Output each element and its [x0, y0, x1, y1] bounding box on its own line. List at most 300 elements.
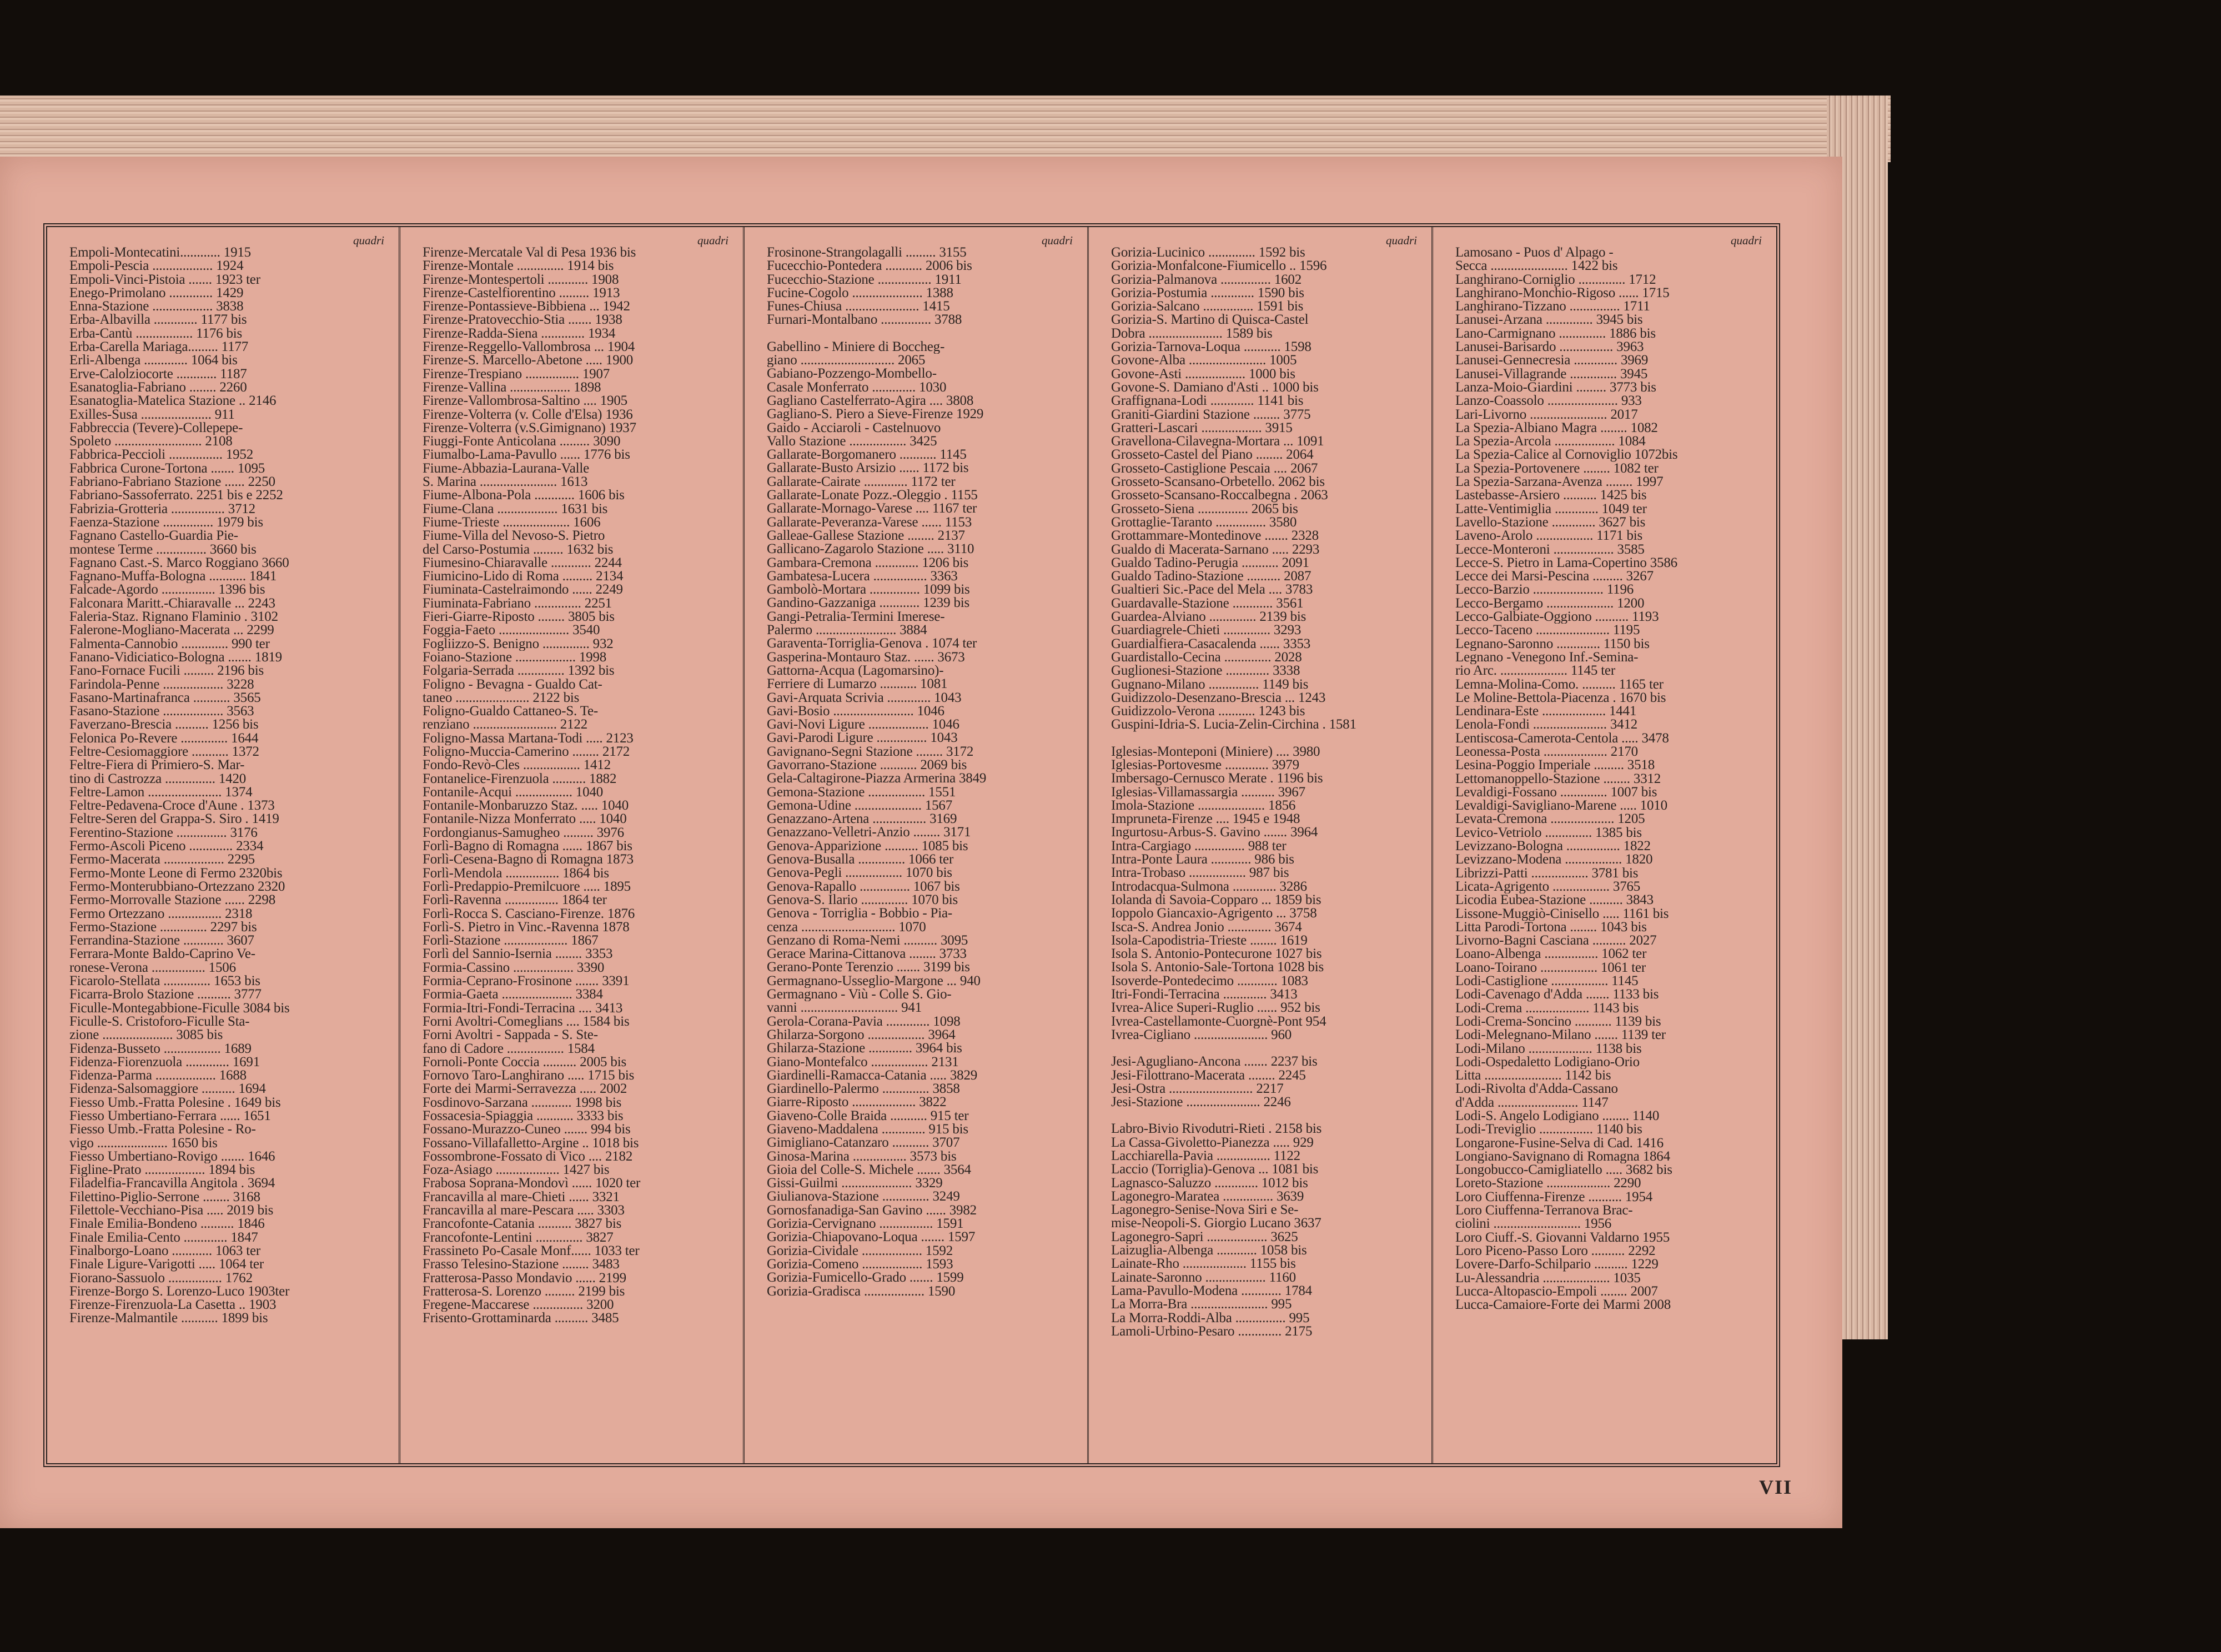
- index-entry: Fiesso Umb.-Fratta Polesine - Ro-: [69, 1123, 256, 1137]
- index-entry: Guidizzolo-Verona ........... 1243 bis: [1111, 705, 1305, 719]
- column-header: quadri: [353, 234, 384, 247]
- index-entry: Lodi-S. Angelo Lodigiano ........ 1140: [1455, 1109, 1660, 1123]
- index-entry: Fucine-Cogolo ..................... 1388: [767, 286, 953, 300]
- index-entry: Giaveno-Colle Braida ........... 915 ter: [767, 1109, 969, 1123]
- index-entry: Guardavalle-Stazione ............ 3561: [1111, 596, 1304, 611]
- index-entry: Fiuminata-Castelraimondo ...... 2249: [423, 583, 623, 597]
- index-entry: Fidenza-Busseto ................. 1689: [69, 1042, 252, 1056]
- index-entry: Fanano-Vidiciatico-Bologna ....... 1819: [69, 650, 282, 665]
- section-gap: [1111, 732, 1424, 745]
- index-entry: montese Terme ............... 3660 bis: [69, 543, 257, 556]
- index-entry: Filettole-Vecchiano-Pisa ..... 2019 bis: [69, 1204, 274, 1218]
- index-entry: Fontanelice-Firenzuola .......... 1882: [423, 772, 617, 786]
- index-entry: Gabiano-Pozzengo-Mombello-: [767, 367, 937, 381]
- page-number: VII: [1759, 1476, 1793, 1498]
- index-entry: Fucecchio-Pontedera ........... 2006 bis: [767, 259, 972, 273]
- index-entry: Firenze-Vallombrosa-Saltino .... 1905: [423, 394, 627, 408]
- index-entry: Lissone-Muggiò-Cinisello ..... 1161 bis: [1455, 907, 1669, 921]
- column-header: quadri: [1730, 234, 1762, 247]
- index-entry: Lecce dei Marsi-Pescina ......... 3267: [1455, 570, 1654, 584]
- index-entry: Loro Ciuff.-S. Giovanni Valdarno 1955: [1455, 1231, 1670, 1244]
- index-entry: Longobucco-Camigliatello ..... 3682 bis: [1455, 1163, 1672, 1177]
- index-column-2: [400, 227, 745, 1463]
- index-entry: Librizzi-Patti ................. 3781 bis: [1455, 866, 1639, 880]
- index-entry: Fosdinovo-Sarzana ............ 1998 bis: [423, 1096, 622, 1109]
- index-entry: Loro Piceno-Passo Loro .......... 2292: [1455, 1244, 1656, 1258]
- index-entry: Firenze-Mercatale Val di Pesa 1936 bis: [423, 246, 636, 260]
- index-entry: Faleria-Staz. Rignano Flaminio . 3102: [69, 610, 278, 624]
- index-entry: Fidenza-Fiorenzuola ............. 1691: [69, 1055, 260, 1069]
- index-entry: Francavilla al mare-Chieti ...... 3321: [423, 1190, 620, 1204]
- index-entry: Fermo-Monte Leone di Fermo 2320bis: [69, 866, 283, 880]
- index-entry: Jesi-Agugliano-Ancona ....... 2237 bis: [1111, 1055, 1318, 1069]
- index-entry: Govone-Alba ....................... 1005: [1111, 354, 1297, 368]
- index-entry: Legnano-Saronno ............. 1150 bis: [1455, 637, 1650, 651]
- index-entry: Palermo ........................ 3884: [767, 624, 927, 637]
- index-entry: d'Adda ........................ 1147: [1455, 1096, 1609, 1109]
- index-entry: Francofonte-Lentini .............. 3827: [423, 1231, 614, 1244]
- index-entry: Grosseto-Castel del Piano ........ 2064: [1111, 448, 1314, 462]
- index-entry: Gabellino - Miniere di Boccheg-: [767, 340, 945, 354]
- index-entry: Finale Emilia-Bondeno .......... 1846: [69, 1217, 265, 1231]
- page-edge-stack: [0, 96, 1891, 162]
- index-entry: Ficarolo-Stellata .............. 1653 bis: [69, 975, 260, 988]
- index-entry: Lainate-Rho ................... 1155 bis: [1111, 1257, 1296, 1271]
- index-entry: Gratteri-Lascari .................. 3915: [1111, 421, 1293, 435]
- index-entry: Guardialfiera-Casacalenda ...... 3353: [1111, 637, 1311, 651]
- index-entry: Gallarate-Mornago-Varese .... 1167 ter: [767, 502, 977, 516]
- column-header: quadri: [1041, 234, 1073, 247]
- index-entry: Fermo-Macerata .................. 2295: [69, 853, 255, 867]
- index-entry: Giaveno-Maddalena ............. 915 bis: [767, 1123, 968, 1137]
- index-entry: Forlì-Ravenna ................ 1864 ter: [423, 893, 607, 907]
- index-entry: Fermo Ortezzano ................ 2318: [69, 907, 253, 921]
- index-entry: Loreto-Stazione ................... 2290: [1455, 1177, 1641, 1191]
- index-entry: Lemna-Molina-Como. .......... 1165 ter: [1455, 677, 1664, 691]
- index-entry: Gavi-Arquata Scrivia ............. 1043: [767, 691, 962, 705]
- index-entry: Farindola-Penne .................. 3228: [69, 677, 254, 691]
- index-entry: Gualdo Tadino-Perugia ........... 2091: [1111, 556, 1309, 570]
- index-entry: Loano-Albenga ................ 1062 ter: [1455, 947, 1647, 961]
- index-entry: Lama-Pavullo-Modena ............ 1784: [1111, 1284, 1312, 1298]
- index-entry: Firenze-Trespiano ................ 1907: [423, 367, 610, 381]
- index-entry: Gugnano-Milano ............... 1149 bis: [1111, 677, 1309, 691]
- index-entry: Firenze-Volterra (v. Colle d'Elsa) 1936: [423, 408, 633, 421]
- index-entry: Guspini-Idria-S. Lucia-Zelin-Circhina . 1581: [1111, 718, 1356, 732]
- index-entry: Giardinello-Palermo .............. 3858: [767, 1082, 960, 1096]
- index-entry: Forni Avoltri - Sappada - S. Ste-: [423, 1028, 598, 1042]
- index-entry: Impruneta-Firenze .... 1945 e 1948: [1111, 812, 1300, 826]
- index-entry: Ioppolo Giancaxio-Agrigento ... 3758: [1111, 907, 1317, 921]
- index-entry: Fiume-Trieste .................... 1606: [423, 515, 601, 530]
- index-entry: Litta ....................... 1142 bis: [1455, 1069, 1611, 1083]
- index-entry: Lagonegro-Senise-Nova Siri e Se-: [1111, 1203, 1299, 1217]
- index-entry: La Morra-Roddi-Alba ............... 995: [1111, 1311, 1310, 1325]
- index-entry: Firenze-Montale .............. 1914 bis: [423, 259, 614, 273]
- index-entry: Lavello-Stazione ............. 3627 bis: [1455, 515, 1646, 530]
- index-entry: Fabbrica-Peccioli ................ 1952: [69, 448, 254, 462]
- index-entry: Formia-Gaeta ..................... 3384: [423, 988, 603, 1002]
- index-entry: Gallicano-Zagarolo Stazione ..... 3110: [767, 543, 974, 556]
- index-entry: Lodi-Crema-Soncino ........... 1139 bis: [1455, 1015, 1661, 1029]
- index-entry: Fidenza-Parma .................. 1688: [69, 1069, 247, 1083]
- index-entry: Loano-Toirano ................. 1061 ter: [1455, 961, 1646, 975]
- index-entry: Gangi-Petralia-Termini Imerese-: [767, 610, 945, 624]
- index-entry: Lainate-Saronno .................. 1160: [1111, 1271, 1296, 1284]
- index-entry: Lenola-Fondi ...................... 3412: [1455, 718, 1638, 732]
- index-entry: Lodi-Melegnano-Milano ....... 1139 ter: [1455, 1028, 1666, 1042]
- index-entry: Gissi-Guilmi ..................... 3329: [767, 1177, 943, 1191]
- index-entry: Lanusei-Barisardo ................ 3963: [1455, 340, 1644, 354]
- index-entry: Fabriano-Sassoferrato. 2251 bis e 2252: [69, 489, 283, 503]
- index-entry: Fontanile-Nizza Monferrato ..... 1040: [423, 812, 627, 826]
- index-entry: Iglesias-Villamassargia .......... 3967: [1111, 785, 1305, 799]
- index-entry: Gerace Marina-Cittanova ........ 3733: [767, 947, 967, 961]
- index-entry: Fagnano-Muffa-Bologna ........... 1841: [69, 570, 277, 584]
- index-entry: Gorizia-S. Martino di Quisca-Castel: [1111, 313, 1309, 327]
- index-entry: Govone-S. Damiano d'Asti .. 1000 bis: [1111, 380, 1319, 395]
- index-entry: Forni Avoltri-Comeglians .... 1584 bis: [423, 1015, 630, 1029]
- index-entry: Filadelfia-Francavilla Angitola . 3694: [69, 1177, 275, 1191]
- index-entry: Gallarate-Cairate ............. 1172 ter: [767, 475, 956, 489]
- index-entry: Fornovo Taro-Langhirano ..... 1715 bis: [423, 1069, 635, 1083]
- index-entry: Gasperina-Montauro Staz. ...... 3673: [767, 650, 965, 664]
- index-entry: Latte-Ventimiglia ............. 1049 ter: [1455, 502, 1647, 516]
- index-entry: Lecco-Galbiate-Oggiono .......... 1193: [1455, 610, 1659, 624]
- index-entry: Fiumalbo-Lama-Pavullo ...... 1776 bis: [423, 448, 630, 462]
- index-entry: Funes-Chiusa ...................... 1415: [767, 300, 950, 314]
- index-entry: Fratterosa-Passo Mondavio ...... 2199: [423, 1271, 626, 1285]
- index-entry: Intra-Cargiago ............... 988 ter: [1111, 839, 1287, 853]
- index-entry: Forlì-Predappio-Premilcuore ..... 1895: [423, 880, 631, 894]
- index-entry: Lecce-S. Pietro in Lama-Copertino 3586: [1455, 556, 1677, 570]
- index-entry: Lari-Livorno ....................... 2017: [1455, 408, 1638, 421]
- index-entry: Gemona-Udine .................... 1567: [767, 799, 953, 813]
- index-entry: Lodi-Rivolta d'Adda-Cassano: [1455, 1082, 1618, 1096]
- index-entry: Gavignano-Segni Stazione ........ 3172: [767, 745, 974, 759]
- index-entry: Lentiscosa-Camerota-Centola ..... 3478: [1455, 731, 1669, 745]
- index-entry: Erba-Cantù ................. 1176 bis: [69, 327, 243, 341]
- index-entry: Secca ....................... 1422 bis: [1455, 259, 1618, 273]
- index-entry: Gravellona-Cilavegna-Mortara ... 1091: [1111, 435, 1324, 449]
- index-entry: Gorizia-Palmanova ............... 1602: [1111, 273, 1302, 287]
- index-entry: Gela-Caltagirone-Piazza Armerina 3849: [767, 772, 987, 786]
- index-entry: Graffignana-Lodi ............. 1141 bis: [1111, 394, 1304, 408]
- index-entry: Lecco-Taceno ...................... 1195: [1455, 624, 1640, 637]
- index-entry: Isca-S. Andrea Jonio ............. 3674: [1111, 920, 1302, 934]
- index-entry: Gavi-Novi Ligure .................. 1046: [767, 718, 959, 732]
- index-entry: Genova-Apparizione .......... 1085 bis: [767, 839, 968, 853]
- index-entry: Iglesias-Monteponi (Miniere) .... 3980: [1111, 745, 1320, 759]
- index-column-1: [47, 227, 400, 1463]
- index-entry: Figline-Prato .................. 1894 bis: [69, 1163, 255, 1177]
- index-entry: Falmenta-Cannobio .............. 990 ter: [69, 637, 270, 651]
- index-entry: vigo ..................... 1650 bis: [69, 1136, 218, 1150]
- index-entry: La Spezia-Albiano Magra ........ 1082: [1455, 421, 1658, 435]
- index-entry: Lecco-Bergamo .................... 1200: [1455, 596, 1645, 611]
- index-entry: vanni ............................. 941: [767, 1001, 922, 1015]
- index-entry: Fieri-Giarre-Riposto ........ 3805 bis: [423, 610, 615, 624]
- index-entry: Enna-Stazione .................. 3838: [69, 300, 244, 314]
- index-entry: Lanusei-Gennecresia ............. 3969: [1455, 354, 1649, 368]
- index-entry: Isola S. Antonio-Pontecurone 1027 bis: [1111, 947, 1322, 961]
- index-entry: Lanusei-Villagrande .............. 3945: [1455, 367, 1648, 381]
- index-entry: Lucca-Camaiore-Forte dei Marmi 2008: [1455, 1298, 1671, 1312]
- index-entry: Fordongianus-Samugheo ......... 3976: [423, 826, 624, 840]
- index-entry: Levaldigi-Fossano .............. 1007 bis: [1455, 785, 1657, 800]
- index-entry: Forlì del Sannio-Isernia ........ 3353: [423, 947, 613, 961]
- index-entry: Forlì-Stazione ................... 1867: [423, 934, 599, 948]
- index-entry: Lano-Carmignano .............. 1886 bis: [1455, 327, 1656, 341]
- index-entry: Gallarate-Lonate Pozz.-Oleggio . 1155: [767, 489, 978, 503]
- index-entry: Fabbreccia (Tevere)-Collepepe-: [69, 421, 243, 435]
- index-entry: La Spezia-Sarzana-Avenza ........ 1997: [1455, 475, 1664, 489]
- index-entry: Fogliizzo-S. Benigno .............. 932: [423, 637, 614, 651]
- index-entry: Guglionesi-Stazione ............. 3338: [1111, 664, 1300, 678]
- index-entry: Forlì-Mendola ................ 1864 bis: [423, 866, 609, 880]
- index-entry: Lagonegro-Sapri .................. 3625: [1111, 1230, 1298, 1244]
- index-entry: Gimigliano-Catanzaro ........... 3707: [767, 1136, 960, 1150]
- index-entry: Gorizia-Salcano ............... 1591 bis: [1111, 300, 1304, 314]
- index-entry: Gorizia-Chiapovano-Loqua ....... 1597: [767, 1231, 976, 1244]
- index-entry: Fregene-Maccarese ............... 3200: [423, 1298, 614, 1312]
- section-gap: [1111, 1109, 1424, 1122]
- index-entry: La Morra-Bra ....................... 995: [1111, 1298, 1292, 1312]
- index-entry: Francavilla al mare-Pescara ..... 3303: [423, 1204, 625, 1218]
- index-entry: Gavorrano-Stazione ........... 2069 bis: [767, 758, 967, 772]
- index-entry: Gorizia-Cividale .................. 1592: [767, 1244, 953, 1258]
- index-entry: Fasano-Martinafranca ........... 3565: [69, 691, 261, 705]
- index-entry: Ivrea-Alice Superi-Ruglio ...... 952 bis: [1111, 1001, 1320, 1015]
- index-entry: Formia-Itri-Fondi-Terracina .... 3413: [423, 1001, 623, 1015]
- index-entry: taneo ...................... 2122 bis: [423, 691, 580, 705]
- index-entry: Gorizia-Gradisca .................. 1590: [767, 1284, 956, 1298]
- index-entry: Gambolò-Mortara ............... 1099 bis: [767, 583, 970, 597]
- index-entry: Fiume-Clana .................. 1631 bis: [423, 502, 608, 516]
- index-entry: Foligno-Muccia-Camerino ........ 2172: [423, 745, 630, 759]
- index-entry: Levata-Cremona ................... 1205: [1455, 812, 1645, 826]
- index-entry: Germagnano - Viù - Colle S. Gio-: [767, 988, 952, 1002]
- index-entry: Longiano-Savignano di Romagna 1864: [1455, 1149, 1670, 1164]
- index-entry: Feltre-Cesiomaggiore ........... 1372: [69, 745, 259, 759]
- index-entry: Foiano-Stazione .................. 1998: [423, 650, 607, 665]
- index-entry: Levizzano-Bologna ................ 1822: [1455, 840, 1651, 853]
- index-entry: Govone-Asti .................. 1000 bis: [1111, 367, 1295, 381]
- index-entry: Gavi-Parodi Ligure ............... 1043: [767, 731, 958, 745]
- index-entry: Gemona-Stazione ................. 1551: [767, 785, 956, 799]
- index-entry: Frisento-Grottaminarda .......... 3485: [423, 1312, 619, 1325]
- index-entry: Imola-Stazione .................... 1856: [1111, 799, 1296, 813]
- index-entry: Gallarate-Peveranza-Varese ...... 1153: [767, 515, 972, 529]
- index-entry: Firenze-Reggello-Vallombrosa ... 1904: [423, 340, 635, 354]
- index-entry: Lanusei-Arzana .............. 3945 bis: [1455, 313, 1643, 327]
- index-entry: Gorizia-Lucinico .............. 1592 bis: [1111, 246, 1305, 260]
- index-entry: Erve-Calolziocorte ............ 1187: [69, 367, 247, 381]
- index-entry: Fossano-Murazzo-Cuneo ....... 994 bis: [423, 1123, 631, 1137]
- index-entry: Lamoli-Urbino-Pesaro ............. 2175: [1111, 1324, 1313, 1339]
- index-entry: Ferriere di Lumarzo ........... 1081: [767, 677, 948, 691]
- index-entry: Empoli-Vinci-Pistoia ....... 1923 ter: [69, 273, 260, 287]
- index-entry: Fano-Fornace Fucili ......... 2196 bis: [69, 664, 264, 678]
- index-entry: Enego-Primolano ............. 1429: [69, 286, 244, 300]
- index-entry: Gioia del Colle-S. Michele ....... 3564: [767, 1163, 971, 1177]
- index-entry: fano di Cadore ................. 1584: [423, 1042, 595, 1056]
- index-entry: Loro Ciuffenna-Terranova Brac-: [1455, 1204, 1633, 1218]
- index-entry: del Carso-Postumia ......... 1632 bis: [423, 543, 614, 556]
- index-entry: Fiuggi-Fonte Anticolana ......... 3090: [423, 435, 621, 449]
- index-entry: Erli-Albenga ............. 1064 bis: [69, 354, 238, 368]
- index-entry: Lucca-Altopascio-Empoli ........ 2007: [1455, 1284, 1658, 1299]
- index-entry: Gagliano Castelferrato-Agira .... 3808: [767, 394, 974, 408]
- index-entry: Genova-Pegli ................. 1070 bis: [767, 866, 952, 880]
- index-entry: Guardistallo-Cecina .............. 2028: [1111, 650, 1302, 665]
- index-entry: Grottammare-Montedinove ....... 2328: [1111, 529, 1319, 543]
- index-entry: mise-Neopoli-S. Giorgio Lucano 3637: [1111, 1217, 1321, 1231]
- index-entry: Gualdo di Macerata-Sarnano ..... 2293: [1111, 543, 1320, 556]
- index-entry: Lettomanoppello-Stazione ........ 3312: [1455, 772, 1661, 786]
- index-entry: Gattorna-Acqua (Lagomarsino)-: [767, 664, 944, 678]
- index-entry: Giulianova-Stazione .............. 3249: [767, 1190, 960, 1204]
- index-entry: Foligno-Massa Martana-Todi ..... 2123: [423, 731, 634, 745]
- index-entry: Lecco-Barzio ..................... 1196: [1455, 583, 1634, 597]
- index-entry: Ingurtosu-Arbus-S. Gavino ....... 3964: [1111, 826, 1318, 840]
- index-entry: Gandino-Gazzaniga ............ 1239 bis: [767, 596, 970, 610]
- index-entry: Fossombrone-Fossato di Vico .... 2182: [423, 1149, 633, 1164]
- index-entry: cenza ............................ 1070: [767, 920, 926, 934]
- index-entry: Lacchiarella-Pavia ................ 1122: [1111, 1149, 1300, 1163]
- index-entry: Gaido - Acciaroli - Castelnuovo: [767, 421, 941, 435]
- index-entry: Lendinara-Este ................... 1441: [1455, 705, 1637, 719]
- index-entry: Lodi-Treviglio ................ 1140 bis: [1455, 1123, 1642, 1137]
- index-entry: Esanatoglia-Fabriano ........ 2260: [69, 380, 247, 395]
- index-column-3: [745, 227, 1089, 1463]
- index-entry: Falerone-Mogliano-Macerata ... 2299: [69, 624, 274, 637]
- index-entry: Jesi-Filottrano-Macerata ........ 2245: [1111, 1068, 1306, 1082]
- index-entry: Fabriano-Fabriano Stazione ...... 2250: [69, 475, 275, 489]
- index-entry: Forlì-Rocca S. Casciano-Firenze. 1876: [423, 907, 635, 921]
- index-entry: Guardea-Alviano .............. 2139 bis: [1111, 610, 1307, 624]
- index-entry: Fondo-Revò-Cles ................. 1412: [423, 759, 611, 772]
- index-entry: Labro-Bivio Rivodutri-Rieti . 2158 bis: [1111, 1122, 1322, 1136]
- index-entry: Levaldigi-Savigliano-Marene ..... 1010: [1455, 799, 1667, 813]
- section-gap: [1111, 1042, 1424, 1055]
- index-entry: Foza-Asiago ................... 1427 bis: [423, 1163, 610, 1177]
- index-entry: Jesi-Stazione ...................... 2246: [1111, 1096, 1291, 1109]
- index-entry: Forlì-S. Pietro in Vinc.-Ravenna 1878: [423, 920, 630, 935]
- index-entry: Gambatesa-Lucera ................ 3363: [767, 569, 958, 584]
- index-entry: Itri-Fondi-Terracina ............. 3413: [1111, 988, 1298, 1002]
- index-entry: Gorizia-Comeno .................. 1593: [767, 1257, 953, 1272]
- index-entry: Francofonte-Catania .......... 3827 bis: [423, 1217, 622, 1231]
- index-entry: Fidenza-Salsomaggiore .......... 1694: [69, 1082, 266, 1096]
- index-entry: Intra-Trobaso ................. 987 bis: [1111, 866, 1289, 880]
- index-entry: Guardiagrele-Chieti .............. 3293: [1111, 624, 1302, 637]
- index-entry: Lagonegro-Maratea ............... 3639: [1111, 1189, 1304, 1204]
- index-entry: Finale Ligure-Varigotti ..... 1064 ter: [69, 1258, 264, 1272]
- index-entry: Ferentino-Stazione ............... 3176: [69, 826, 258, 840]
- index-entry: La Spezia-Portovenere ........ 1082 ter: [1455, 461, 1659, 476]
- index-entry: Germagnano-Usseglio-Margone ... 940: [767, 974, 981, 988]
- index-entry: Firenze-Firenzuola-La Casetta .. 1903: [69, 1298, 277, 1312]
- column-header: quadri: [697, 234, 728, 247]
- index-entry: S. Marina ....................... 1613: [423, 475, 588, 489]
- index-entry: Erba-Carella Mariaga......... 1177: [69, 340, 249, 354]
- index-entry: Ginosa-Marina ................ 3573 bis: [767, 1149, 957, 1163]
- index-entry: Folgaria-Serrada .............. 1392 bis: [423, 664, 615, 678]
- index-entry: Gualtieri Sic.-Pace del Mela .... 3783: [1111, 583, 1313, 597]
- index-entry: Ivrea-Castellamonte-Cuorgnè-Pont 954: [1111, 1015, 1326, 1028]
- index-entry: La Spezia-Arcola .................. 1084: [1455, 435, 1646, 449]
- index-entry: Litta Parodi-Tortona ........ 1043 bis: [1455, 920, 1647, 935]
- index-entry: Lamosano - Puos d' Alpago -: [1455, 246, 1614, 260]
- index-entry: Firenze-Pratovecchio-Stia ....... 1938: [423, 313, 622, 327]
- index-entry: Fiorano-Sassuolo ................ 1762: [69, 1271, 253, 1285]
- index-entry: Finale Emilia-Cento ............. 1847: [69, 1231, 258, 1244]
- index-entry: Casale Monferrato ............. 1030: [767, 380, 947, 394]
- index-entry: Giardinelli-Ramacca-Catania ..... 3829: [767, 1068, 978, 1083]
- index-entry: Levico-Vetriolo .............. 1385 bis: [1455, 826, 1642, 840]
- index-entry: Empoli-Montecatini............ 1915: [69, 246, 251, 260]
- index-entry: ciolini .......................... 1956: [1455, 1217, 1612, 1231]
- index-entry: Gorizia-Monfalcone-Fiumicello .. 1596: [1111, 259, 1327, 273]
- index-entry: Fiume-Albona-Pola ............ 1606 bis: [423, 489, 625, 503]
- index-entry: Iglesias-Portovesme ............. 3979: [1111, 758, 1299, 772]
- index-entry: Lovere-Darfo-Schilpario .......... 1229: [1455, 1258, 1659, 1272]
- index-entry: Furnari-Montalbano ............... 3788: [767, 313, 962, 327]
- index-entry: Gerano-Ponte Terenzio ....... 3199 bis: [767, 961, 970, 975]
- index-entry: Fiesso Umbertiano-Ferrara ...... 1651: [69, 1109, 271, 1123]
- index-entry: La Cassa-Givoletto-Pianezza ..... 929: [1111, 1136, 1314, 1149]
- index-entry: Garaventa-Torriglia-Genova . 1074 ter: [767, 637, 977, 651]
- index-entry: Fiumesino-Chiaravalle ............ 2244: [423, 556, 622, 570]
- index-entry: Exilles-Susa ..................... 911: [69, 408, 235, 421]
- index-entry: Firenze-Borgo S. Lorenzo-Luco 1903ter: [69, 1284, 290, 1299]
- index-entry: Genova-Busalla .............. 1066 ter: [767, 853, 954, 867]
- index-entry: Firenze-Pontassieve-Bibbiena ... 1942: [423, 300, 630, 314]
- index-entry: Forlì-Cesena-Bagno di Romagna 1873: [423, 853, 634, 867]
- index-entry: Imbersago-Cernusco Merate . 1196 bis: [1111, 772, 1323, 786]
- index-entry: Firenze-Montespertoli ............ 1908: [423, 273, 619, 287]
- index-entry: Formia-Cassino .................. 3390: [423, 961, 605, 975]
- index-entry: Lanzo-Coassolo ..................... 933: [1455, 394, 1642, 408]
- index-entry: Genova - Torriglia - Bobbio - Pia-: [767, 907, 952, 921]
- index-entry: La Spezia-Calice al Cornoviglio 1072bis: [1455, 448, 1678, 462]
- index-entry: Spoleto .......................... 2108: [69, 435, 233, 449]
- index-entry: Lodi-Milano ................... 1138 bis: [1455, 1042, 1642, 1056]
- index-entry: Ghilarza-Stazione ............. 3964 bis: [767, 1042, 962, 1056]
- index-entry: Laizuglia-Albenga ............ 1058 bis: [1111, 1244, 1307, 1258]
- index-entry: Firenze-Volterra (v.S.Gimignano) 1937: [423, 421, 636, 435]
- index-entry: Fabrizia-Grotteria ................ 3712: [69, 502, 255, 516]
- index-entry: Dobra ...................... 1589 bis: [1111, 327, 1273, 341]
- index-entry: Isola-Capodistria-Trieste ........ 1619: [1111, 933, 1308, 948]
- index-entry: Guidizzolo-Desenzano-Brescia ... 1243: [1111, 691, 1326, 705]
- index-entry: Fiumicino-Lido di Roma ......... 2134: [423, 570, 624, 584]
- index-entry: Felonica Po-Revere .............. 1644: [69, 731, 259, 745]
- index-entry: Gornosfanadiga-San Gavino ...... 3982: [767, 1203, 977, 1218]
- index-entry: Introdacqua-Sulmona ............. 3286: [1111, 880, 1307, 893]
- index-entry: Fermo-Stazione .............. 2297 bis: [69, 920, 257, 935]
- index-entry: Gallarate-Borgomanero ........... 1145: [767, 448, 967, 462]
- index-entry: Fagnano Cast.-S. Marco Roggiano 3660: [69, 556, 289, 570]
- index-entry: Ferrandina-Stazione ............ 3607: [69, 934, 254, 948]
- index-entry: Fontanile-Acqui ................. 1040: [423, 785, 604, 800]
- index-entry: Grottaglie-Taranto ............... 3580: [1111, 515, 1297, 530]
- index-entry: Iolanda di Savoia-Copparo ... 1859 bis: [1111, 893, 1321, 907]
- index-entry: Licodia Eubea-Stazione .......... 3843: [1455, 893, 1654, 907]
- index-entry: Lodi-Castiglione ................. 1145: [1455, 975, 1639, 988]
- index-entry: Frasso Telesino-Stazione ........ 3483: [423, 1258, 620, 1272]
